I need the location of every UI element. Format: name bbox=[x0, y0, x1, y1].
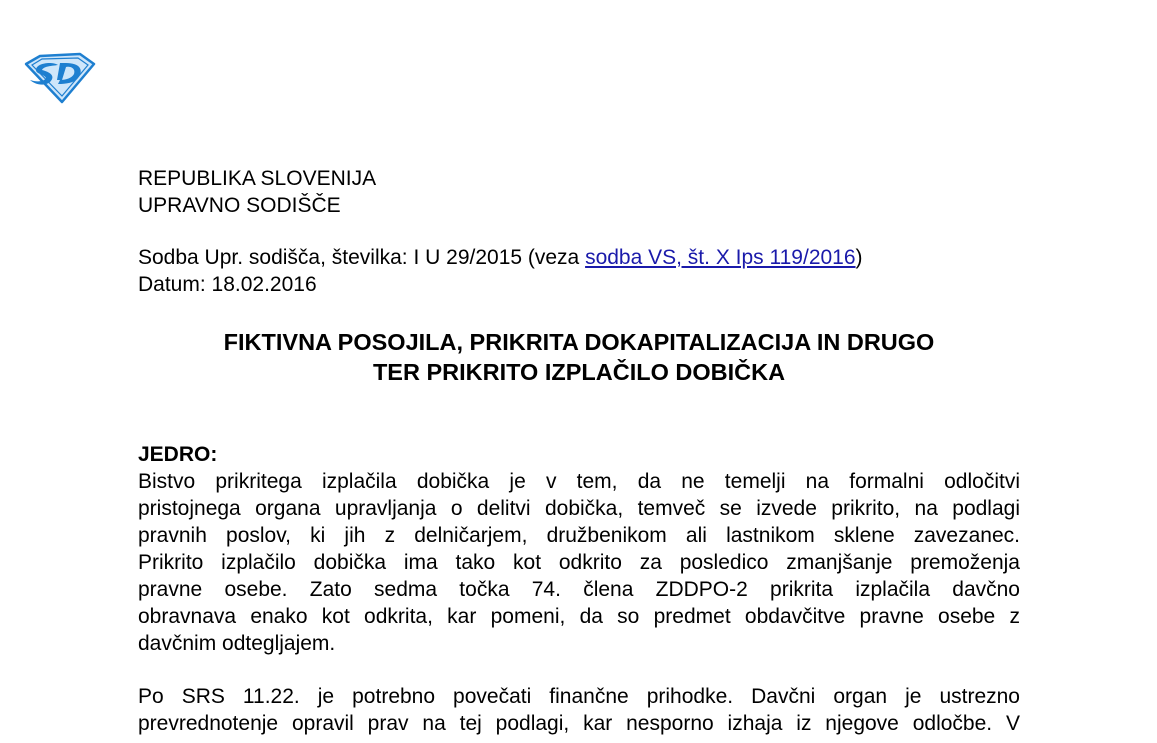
core-paragraph-1 bbox=[138, 468, 1020, 657]
paragraph-line: Bistvo prikritega izplačila dobička je v tem, da ne temelji na formalni odločitvi bbox=[138, 470, 1020, 493]
paragraph-line: Po SRS 11.22. je potrebno povečati finančne prihodke. Davčni organ je ustrezno bbox=[138, 685, 1020, 708]
paragraph-line: pristojnega organa upravljanja o delitvi dobička, temveč se izvede prikrito, na podlagi bbox=[138, 497, 1020, 520]
title-line-2: TER PRIKRITO IZPLAČILO DOBIČKA bbox=[372, 359, 786, 385]
paragraph-line: davčnim odtegljajem. bbox=[138, 632, 336, 655]
court-logo-icon bbox=[22, 50, 96, 104]
judgment-date: Datum: 18.02.2016 bbox=[138, 273, 317, 296]
paragraph-line: Prikrito izplačilo dobička ima tako kot odkrito za posledico zmanjšanje premoženja bbox=[138, 551, 1020, 574]
related-judgment-link[interactable]: sodba VS, št. X Ips 119/2016 bbox=[585, 246, 856, 269]
case-reference bbox=[138, 244, 1020, 298]
case-number-line bbox=[138, 244, 1020, 271]
case-number-suffix: ) bbox=[855, 246, 863, 269]
paragraph-line: obravnava enako kot odkrita, kar pomeni, da so predmet obdavčitve pravne osebe z bbox=[138, 605, 1020, 628]
shield-logo-icon bbox=[22, 50, 96, 104]
paragraph-line: pravne osebe. Zato sedma točka 74. člena ZDDPO-2 prikrita izplačila davčno bbox=[138, 578, 1020, 601]
paragraph-line: prevrednotenje opravil prav na tej podlagi, kar nesporno izhaja iz njegove odločbe. V bbox=[138, 712, 1020, 735]
title-line-1: FIKTIVNA POSOJILA, PRIKRITA DOKAPITALIZACIJA IN DRUGO bbox=[223, 329, 935, 355]
document-title bbox=[138, 327, 1020, 387]
court-name: UPRAVNO SODIŠČE bbox=[138, 194, 341, 217]
core-heading: JEDRO: bbox=[138, 443, 218, 466]
case-number-text: Sodba Upr. sodišča, številka: I U 29/2015 (veza bbox=[138, 246, 586, 269]
paragraph-line: pravnih poslov, ki jih z delničarjem, družbenikom ali lastnikom sklene zavezanec. bbox=[138, 524, 1020, 547]
country-name: REPUBLIKA SLOVENIJA bbox=[138, 167, 377, 190]
document-header bbox=[138, 165, 1020, 219]
core-paragraph-2 bbox=[138, 683, 1020, 737]
